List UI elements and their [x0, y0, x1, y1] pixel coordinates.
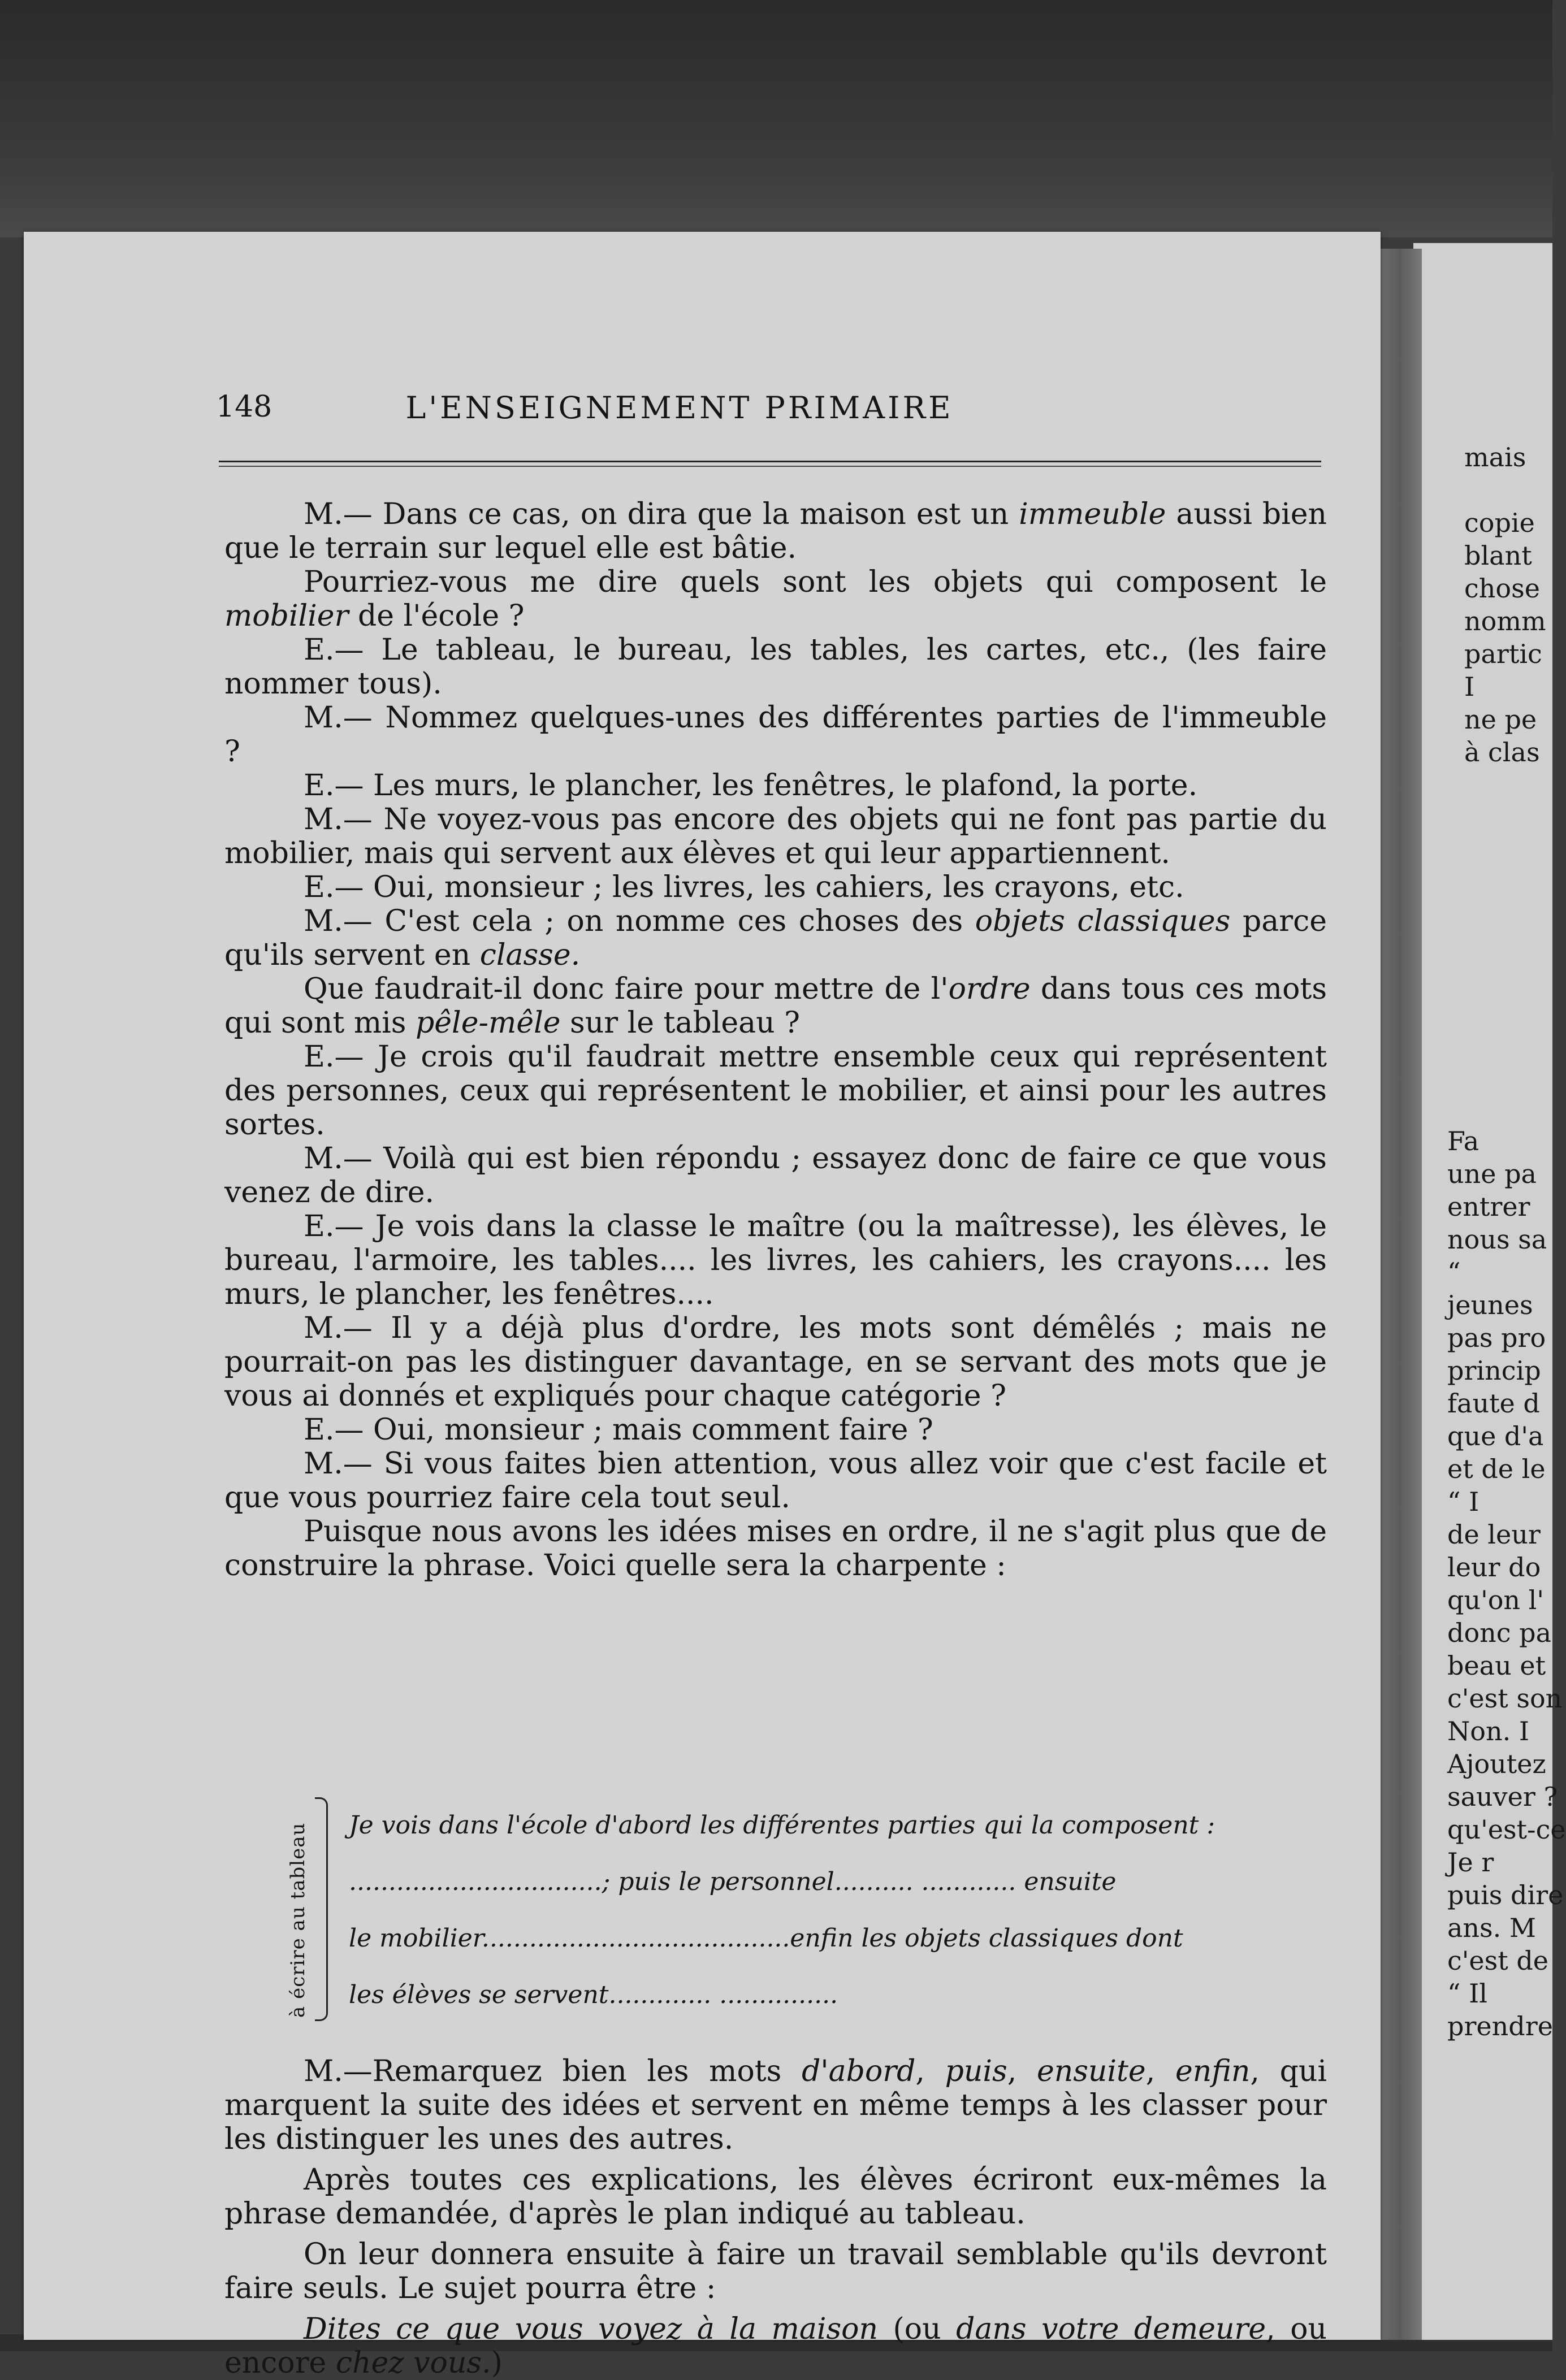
facing-page-line: princip [1447, 1355, 1541, 1386]
text-run: On leur donnera ensuite à faire un travail semblable qu'ils devront faire seuls. Le sujet pourra être : [224, 2238, 1327, 2305]
text-run: M.— C'est cela ; on nomme ces choses des [304, 904, 975, 938]
blackboard-outline [281, 1797, 1287, 2023]
paragraph [224, 1040, 1327, 1142]
facing-page-line: puis dire [1447, 1880, 1564, 1910]
facing-page-line [1464, 474, 1546, 506]
facing-page-line: une pa [1447, 1159, 1537, 1189]
facing-page-line: “ [1447, 1257, 1461, 1287]
text-run: , [1007, 2054, 1037, 2088]
text-run: parce qu'ils servent en [224, 904, 1327, 972]
facing-page-line: qu'on l' [1447, 1585, 1545, 1615]
facing-page-line: donc pa [1447, 1618, 1552, 1648]
facing-page-line: ne pe [1464, 704, 1537, 735]
text-run: dans tous ces mots qui sont mis [224, 972, 1327, 1040]
italic-run: ordre [948, 972, 1031, 1006]
facing-page-line: qu'est-ce [1447, 1814, 1566, 1845]
scanner-background-top [0, 0, 1552, 237]
paragraph [224, 870, 1327, 904]
paragraph [224, 769, 1327, 803]
text-run: M.— Ne voyez-vous pas encore des objets qui ne font pas partie du mobilier, mais qui servent aux élèves et qui leur appartiennent. [224, 803, 1327, 870]
paragraph [224, 633, 1327, 701]
facing-page-line: partic [1464, 639, 1542, 669]
facing-page-line: chose [1464, 573, 1540, 604]
facing-page-line: “ Il [1447, 1978, 1488, 2009]
paragraph [224, 701, 1327, 769]
facing-page-line: et de le [1447, 1454, 1546, 1484]
facing-page-line: leur do [1447, 1552, 1541, 1583]
facing-page-line: de leur [1447, 1519, 1541, 1550]
closing-text [224, 2054, 1327, 2380]
text-run: ) [491, 2346, 503, 2380]
facing-page-line: mais [1464, 442, 1526, 472]
facing-page-line: ans. M [1447, 1913, 1537, 1943]
facing-page-fragments-top [1464, 441, 1546, 769]
facing-page-line: Non. I [1447, 1716, 1529, 1746]
text-run: E.— Le tableau, le bureau, les tables, les cartes, etc., (les faire nommer tous). [224, 633, 1327, 701]
outline-line: le mobilier.......................................enfin les objets classiques dont [349, 1924, 1183, 1953]
facing-page-line: Je r [1447, 1847, 1494, 1878]
facing-page-line: entrer [1447, 1191, 1530, 1222]
text-run: M.— Il y a déjà plus d'ordre, les mots sont démêlés ; mais ne pourrait-on pas les distinguer davantage, en se servant des mots que je vous ai donnés et expliqués pour chaque catégorie ? [224, 1311, 1327, 1413]
facing-page-line: prendre [1447, 2011, 1553, 2041]
facing-page [1413, 243, 1566, 2340]
text-run: M.— Voilà qui est bien répondu ; essayez donc de faire ce que vous venez de dire. [224, 1142, 1327, 1209]
text-run: , ou encore [224, 2312, 1327, 2380]
paragraph [224, 2312, 1327, 2380]
outline-lines [349, 1797, 1287, 2023]
outline-line: Je vois dans l'école d'abord les différentes parties qui la composent : [349, 1811, 1215, 1840]
text-run: de l'école ? [348, 599, 525, 633]
header-rule [219, 461, 1321, 467]
facing-page-line: c'est de [1447, 1945, 1549, 1976]
italic-run: Dites ce que vous voyez à la maison [304, 2312, 878, 2346]
page-header [216, 390, 1324, 441]
paragraph [224, 1515, 1327, 1583]
paragraph [224, 2054, 1327, 2156]
text-run: E.— Je crois qu'il faudrait mettre ensemble ceux qui représentent des personnes, ceux qui représentent le mobilier, et ainsi pour les autres sortes. [224, 1040, 1327, 1142]
text-run: (ou [877, 2312, 957, 2346]
paragraph [224, 565, 1327, 633]
paragraph [224, 904, 1327, 972]
paragraph [224, 1447, 1327, 1515]
italic-run: d'abord [802, 2054, 916, 2088]
italic-run: ensuite [1036, 2054, 1146, 2088]
facing-page-line: pas pro [1447, 1323, 1546, 1353]
facing-page-line: Fa [1447, 1126, 1480, 1156]
paragraph [224, 2163, 1327, 2231]
text-run: M.— Dans ce cas, on dira que la maison est un [304, 497, 1019, 531]
text-run: E.— Oui, monsieur ; les livres, les cahiers, les crayons, etc. [304, 870, 1184, 904]
text-run: Que faudrait-il donc faire pour mettre de l' [304, 972, 949, 1006]
text-run: sur le tableau ? [560, 1006, 801, 1040]
outline-side-text: à écrire au tableau [287, 1822, 309, 2018]
italic-run: mobilier [224, 599, 349, 633]
text-run: E.— Les murs, le plancher, les fenêtres, le plafond, la porte. [304, 769, 1198, 803]
text-run: M.— Nommez quelques-unes des différentes parties de l'immeuble ? [224, 701, 1327, 769]
facing-page-line: blant [1464, 540, 1532, 571]
text-run: , [915, 2054, 945, 2088]
text-run: aussi bien que le terrain sur lequel elle est bâtie. [224, 497, 1327, 565]
facing-page-line: nous sa [1447, 1224, 1547, 1255]
italic-run: immeuble [1019, 497, 1166, 531]
text-run: M.— Si vous faites bien attention, vous allez voir que c'est facile et que vous pourriez faire cela tout seul. [224, 1447, 1327, 1515]
facing-page-line: beau et [1447, 1650, 1546, 1681]
book-page [24, 232, 1381, 2380]
running-title: L'ENSEIGNEMENT PRIMAIRE [405, 390, 954, 426]
facing-page-line: jeunes [1447, 1290, 1533, 1320]
text-run: Après toutes ces explications, les élèves écriront eux-mêmes la phrase demandée, d'après le plan indiqué au tableau. [224, 2163, 1327, 2231]
paragraph [224, 1142, 1327, 1209]
italic-run: enfin [1175, 2054, 1251, 2088]
italic-run: dans votre demeure [956, 2312, 1266, 2346]
text-run: , [1145, 2054, 1175, 2088]
text-run: Pourriez-vous me dire quels sont les objets qui composent le [304, 565, 1327, 599]
text-run: E.— Oui, monsieur ; mais comment faire ? [304, 1413, 933, 1447]
paragraph [224, 803, 1327, 870]
paragraph [224, 497, 1327, 565]
facing-page-line: sauver ? [1447, 1781, 1558, 1812]
paragraph [224, 1311, 1327, 1413]
facing-page-line: faute d [1447, 1388, 1540, 1419]
text-run: E.— Je vois dans la classe le maître (ou la maîtresse), les élèves, le bureau, l'armoire, les tables.... les livres, les cahiers, les crayons.... les murs, le plancher, les fenêtres.... [224, 1209, 1327, 1311]
italic-run: puis [945, 2054, 1007, 2088]
facing-page-line: à clas [1464, 737, 1540, 768]
text-run: , qui marquent la suite des idées et servent en même temps à les classer pour les distinguer les unes des autres. [224, 2054, 1327, 2156]
text-run: M.—Remarquez bien les mots [304, 2054, 802, 2088]
paragraph [224, 1209, 1327, 1311]
facing-page-line: que d'a [1447, 1421, 1544, 1451]
paragraph [224, 2238, 1327, 2305]
italic-run: objets classiques [975, 904, 1231, 938]
italic-run: pêle-mêle [416, 1006, 561, 1040]
facing-page-line: nomm [1464, 606, 1546, 636]
outline-brace [315, 1797, 328, 2021]
facing-page-line: c'est son [1447, 1683, 1563, 1714]
page-number: 148 [216, 390, 272, 424]
paragraph [224, 972, 1327, 1040]
outline-line: les élèves se servent............. ............... [349, 1980, 838, 2009]
facing-page-line: Ajoutez [1447, 1749, 1546, 1779]
paragraph [224, 1413, 1327, 1447]
dialogue-text [224, 497, 1327, 1583]
text-run: Puisque nous avons les idées mises en ordre, il ne s'agit plus que de construire la phrase. Voici quelle sera la charpente : [224, 1515, 1327, 1583]
facing-page-line: I [1464, 671, 1475, 702]
facing-page-line: “ I [1447, 1486, 1480, 1517]
italic-run: classe. [479, 938, 581, 972]
facing-page-line: copie [1464, 508, 1535, 538]
italic-run: chez vous. [335, 2346, 491, 2380]
outline-line: ................................; puis le personnel.......... ............ ensuite [349, 1867, 1117, 1896]
facing-page-fragments-bottom [1447, 1125, 1566, 2043]
